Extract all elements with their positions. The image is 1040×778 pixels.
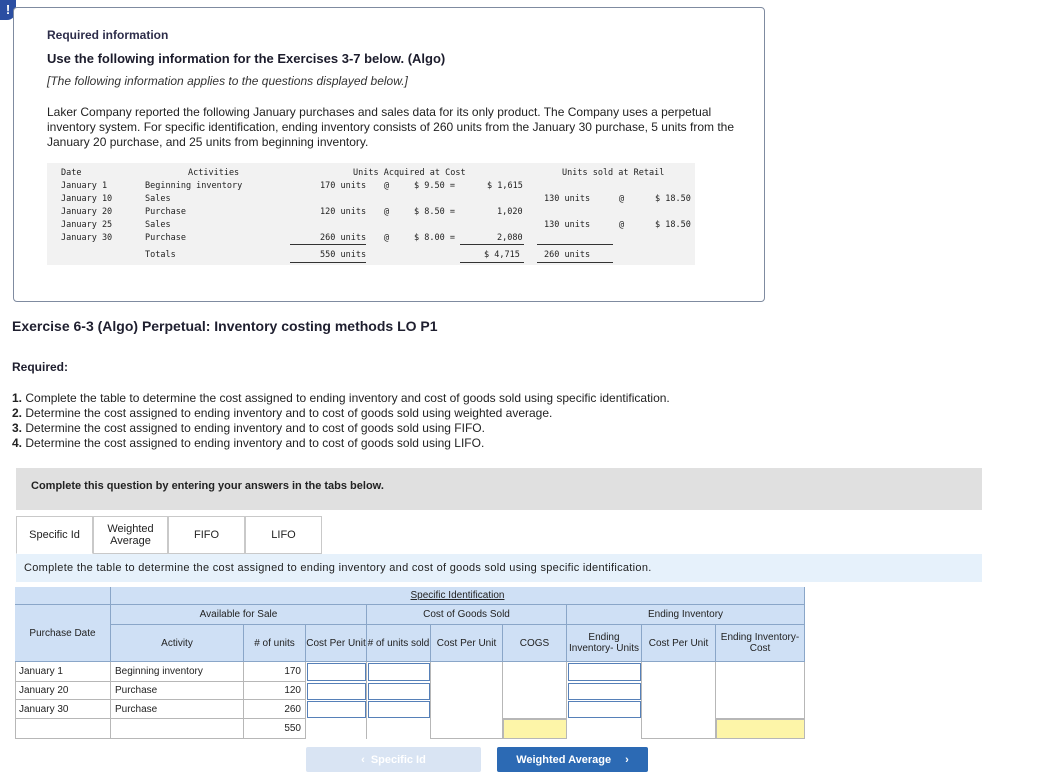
row-at: @ <box>384 181 390 191</box>
row-purchase-date: January 30 <box>15 700 111 719</box>
row-total: 1,020 <box>497 207 523 217</box>
double-underline <box>460 262 524 263</box>
row-cost: $ 8.00 = <box>414 233 455 243</box>
row-activity: Purchase <box>111 682 244 700</box>
cost-per-unit-input[interactable] <box>307 701 366 718</box>
next-tab-button[interactable]: Weighted Average › <box>497 747 648 772</box>
row-units: 260 units <box>320 233 367 243</box>
row-cost: $ 9.50 = <box>414 181 455 191</box>
row-sold-units: 130 units <box>544 220 591 230</box>
ending-units-input[interactable] <box>568 701 641 718</box>
chevron-right-icon: › <box>625 753 629 766</box>
row-sold-at: @ <box>619 220 625 230</box>
info-title: Required information <box>47 28 169 42</box>
underline <box>460 244 524 245</box>
tab-fifo[interactable]: FIFO <box>168 516 245 554</box>
row-date: January 25 <box>61 220 113 230</box>
totals-sold-units: 260 units <box>544 250 591 260</box>
row-total: 2,080 <box>497 233 523 243</box>
cost-per-unit-input[interactable] <box>307 683 366 700</box>
col-ending-cost-per-unit: Cost Per Unit <box>642 625 716 662</box>
required-title: Required: <box>12 360 69 374</box>
row-activity: Purchase <box>145 207 186 217</box>
row-activity: Beginning inventory <box>111 662 244 682</box>
row-total: $ 1,615 <box>487 181 523 191</box>
row-units: 170 <box>244 662 306 682</box>
tab-specific-id[interactable]: Specific Id <box>16 516 93 554</box>
group-available: Available for Sale <box>111 605 367 625</box>
row-retail: $ 18.50 <box>655 194 691 204</box>
header-date: Date <box>61 168 82 178</box>
prev-tab-button[interactable]: ‹ Specific Id <box>306 747 481 772</box>
totals-units: 550 units <box>320 250 367 260</box>
cogs-column <box>503 662 567 719</box>
col-cogs: COGS <box>503 625 567 662</box>
grid-title: Specific Identification <box>111 587 805 605</box>
header-sold: Units sold at Retail <box>562 168 665 178</box>
cogs-total-cell <box>503 719 567 739</box>
info-paragraph: Laker Company reported the following January purchases and sales data for its only product. The Company uses a perpetual inventory system. For specific identification, ending inventory consists of 260 units from the January 30 purchase, 5 units from the January 20 purchase, and 25 units from beginning inventory. <box>47 105 735 149</box>
double-underline <box>290 262 366 263</box>
chevron-left-icon: ‹ <box>361 753 365 766</box>
complete-banner-text: Complete this question by entering your answers in the tabs below. <box>31 480 384 492</box>
required-item: 4. Determine the cost assigned to ending inventory and to cost of goods sold using LIFO. <box>12 436 485 450</box>
double-underline <box>537 262 613 263</box>
row-at: @ <box>384 207 390 217</box>
col-cost-per-unit: Cost Per Unit <box>306 625 367 662</box>
ending-units-input[interactable] <box>568 663 641 681</box>
exercise-title: Exercise 6-3 (Algo) Perpetual: Inventory costing methods LO P1 <box>12 318 438 334</box>
total-units: 550 <box>244 719 306 739</box>
tab-weighted-average[interactable]: Weighted Average <box>93 516 168 554</box>
row-retail: $ 18.50 <box>655 220 691 230</box>
row-sold-units: 130 units <box>544 194 591 204</box>
underline <box>290 244 366 245</box>
row-date: January 20 <box>61 207 113 217</box>
ending-cost-total-cell <box>716 719 805 739</box>
row-activity: Beginning inventory <box>145 181 243 191</box>
ending-units-input[interactable] <box>568 683 641 700</box>
row-units: 260 <box>244 700 306 719</box>
cogs-cpu-column <box>431 662 503 739</box>
row-purchase-date: January 1 <box>15 662 111 682</box>
header-acquired: Units Acquired at Cost <box>353 168 466 178</box>
row-sold-at: @ <box>619 194 625 204</box>
total-row-label <box>15 719 111 739</box>
alert-icon: ! <box>0 0 16 20</box>
row-activity: Sales <box>145 220 171 230</box>
row-purchase-date: January 20 <box>15 682 111 700</box>
required-item: 3. Determine the cost assigned to ending inventory and to cost of goods sold using FIFO. <box>12 421 485 435</box>
cost-per-unit-input[interactable] <box>307 663 366 681</box>
group-ending: Ending Inventory <box>567 605 805 625</box>
col-activity: Activity <box>111 625 244 662</box>
row-activity: Purchase <box>145 233 186 243</box>
row-units: 170 units <box>320 181 367 191</box>
tab-lifo[interactable]: LIFO <box>245 516 322 554</box>
info-note: [The following information applies to the questions displayed below.] <box>47 74 408 88</box>
row-units: 120 units <box>320 207 367 217</box>
col-cogs-cost-per-unit: Cost Per Unit <box>431 625 503 662</box>
underline <box>537 244 613 245</box>
col-ending-units: Ending Inventory- Units <box>567 625 642 662</box>
row-at: @ <box>384 233 390 243</box>
ending-cost-column <box>716 662 805 719</box>
row-units: 120 <box>244 682 306 700</box>
row-activity: Purchase <box>111 700 244 719</box>
units-sold-input[interactable] <box>368 663 430 681</box>
row-activity: Sales <box>145 194 171 204</box>
total-row-activity <box>111 719 244 739</box>
complete-banner <box>16 468 982 510</box>
ending-cpu-column <box>642 662 716 739</box>
totals-cost: $ 4,715 <box>484 250 520 260</box>
header-activities: Activities <box>188 168 240 178</box>
col-purchase-date: Purchase Date <box>15 605 111 662</box>
units-sold-input[interactable] <box>368 683 430 700</box>
required-list <box>12 391 670 451</box>
required-item: 2. Determine the cost assigned to ending inventory and to cost of goods sold using weighted average. <box>12 406 553 420</box>
row-date: January 10 <box>61 194 113 204</box>
col-ending-cost: Ending Inventory- Cost <box>716 625 805 662</box>
row-date: January 1 <box>61 181 108 191</box>
col-units-sold: # of units sold <box>367 625 431 662</box>
col-units: # of units <box>244 625 306 662</box>
units-sold-input[interactable] <box>368 701 430 718</box>
row-cost: $ 8.50 = <box>414 207 455 217</box>
specific-identification-table <box>15 587 805 739</box>
row-date: January 30 <box>61 233 113 243</box>
purchase-sales-table <box>47 163 695 265</box>
info-subtitle: Use the following information for the Exercises 3-7 below. (Algo) <box>47 51 446 66</box>
required-item: 1. Complete the table to determine the cost assigned to ending inventory and cost of goods sold using specific identification. <box>12 391 670 405</box>
group-cogs: Cost of Goods Sold <box>367 605 567 625</box>
totals-label: Totals <box>145 250 176 260</box>
tab-instruction: Complete the table to determine the cost assigned to ending inventory and cost of goods sold using specific identification. <box>16 554 982 582</box>
grid-header-blank <box>15 587 111 605</box>
